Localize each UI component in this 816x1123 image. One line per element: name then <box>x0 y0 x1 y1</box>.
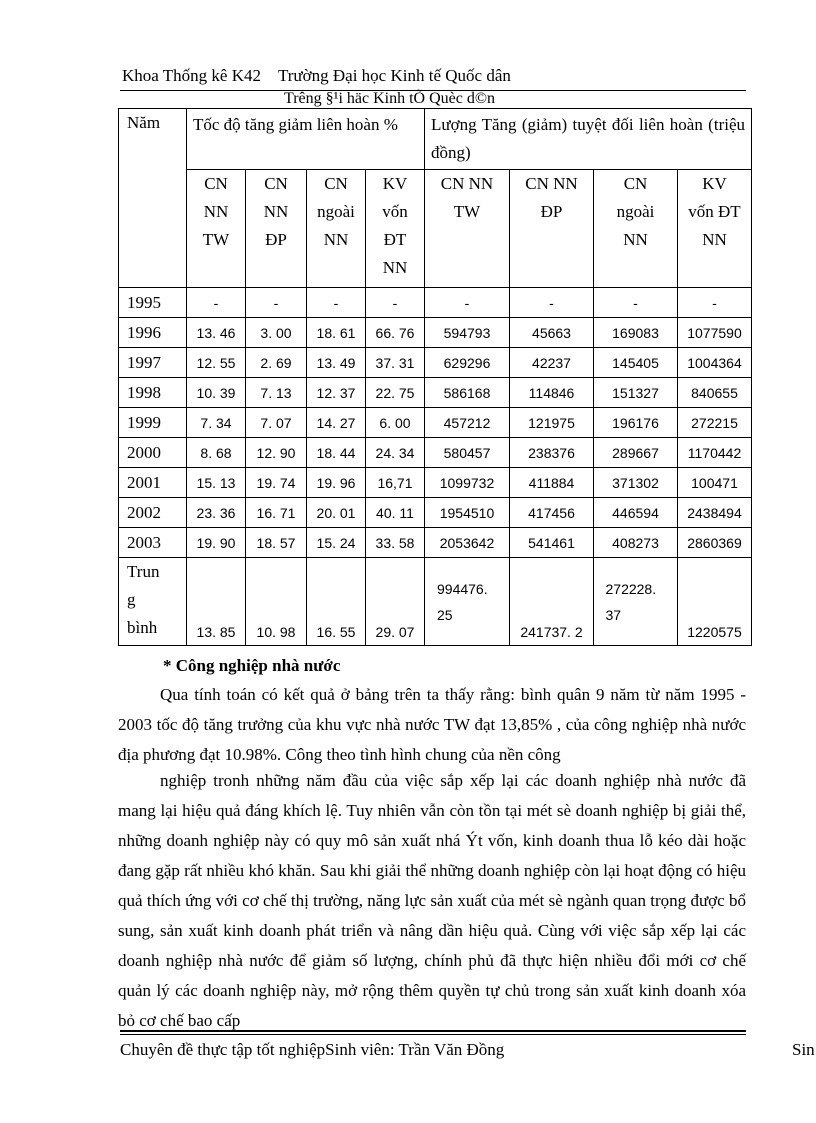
table-cell: 411884 <box>510 468 594 498</box>
table-cell: 417456 <box>510 498 594 528</box>
table-cell: 169083 <box>594 318 678 348</box>
table-cell: 1170442 <box>678 438 752 468</box>
row-year: 2000 <box>119 438 187 468</box>
growth-table <box>118 108 752 646</box>
table-cell: 6. 00 <box>366 408 425 438</box>
table-cell: 66. 76 <box>366 318 425 348</box>
table-cell: 272215 <box>678 408 752 438</box>
table-cell: 15. 24 <box>307 528 366 558</box>
table-cell: 3. 00 <box>246 318 307 348</box>
table-cell: 13. 46 <box>187 318 246 348</box>
table-cell: 2. 69 <box>246 348 307 378</box>
table-cell: 100471 <box>678 468 752 498</box>
table-cell: 629296 <box>425 348 510 378</box>
table-cell: 23. 36 <box>187 498 246 528</box>
table-cell: 7. 34 <box>187 408 246 438</box>
table-cell: 45663 <box>510 318 594 348</box>
table-cell: 541461 <box>510 528 594 558</box>
table-cell: 2053642 <box>425 528 510 558</box>
table-cell: 20. 01 <box>307 498 366 528</box>
table-cell: 2438494 <box>678 498 752 528</box>
group-growth-rate-header: Tốc độ tăng giảm liên hoàn % <box>187 109 425 170</box>
table-cell: 840655 <box>678 378 752 408</box>
footer-rule-thin <box>120 1034 746 1035</box>
avg-cell: 272228. 37 <box>594 558 678 646</box>
table-cell: 42237 <box>510 348 594 378</box>
table-cell: 18. 44 <box>307 438 366 468</box>
table-row <box>119 348 752 378</box>
subheader-abs-kv-von-dt-nn: KV vốn ĐT NN <box>678 170 752 288</box>
table-cell: 19. 74 <box>246 468 307 498</box>
table-row <box>119 528 752 558</box>
table-cell: 151327 <box>594 378 678 408</box>
table-cell: 121975 <box>510 408 594 438</box>
table-cell: 1954510 <box>425 498 510 528</box>
table-cell: 18. 61 <box>307 318 366 348</box>
footer-rule <box>120 1030 746 1032</box>
header-faculty: Khoa Thống kê K42 <box>122 66 261 85</box>
subheader-abs-cn-ngoai-nn: CN ngoài NN <box>594 170 678 288</box>
table-cell: - <box>366 288 425 318</box>
table-cell: 24. 34 <box>366 438 425 468</box>
paragraph-1: Qua tính toán có kết quả ở bảng trên ta thấy rằng: bình quân 9 năm từ năm 1995 - 2003 tốc độ tăng trưởng của khu vực nhà nước TW đạt 13,85% , của công nghiệp nhà nước địa phương đạt 10.98%. Công theo tình hình chung của nền công <box>118 685 746 764</box>
table-cell: 12. 90 <box>246 438 307 468</box>
avg-cell: 241737. 2 <box>510 558 594 646</box>
avg-cell: 29. 07 <box>366 558 425 646</box>
table-cell: 145405 <box>594 348 678 378</box>
table-cell: 13. 49 <box>307 348 366 378</box>
row-year: 1999 <box>119 408 187 438</box>
table-cell: 40. 11 <box>366 498 425 528</box>
table-cell: 594793 <box>425 318 510 348</box>
table-cell: 446594 <box>594 498 678 528</box>
table-cell: 7. 07 <box>246 408 307 438</box>
table-cell: 15. 13 <box>187 468 246 498</box>
row-year: 1997 <box>119 348 187 378</box>
col-year-header: Năm <box>119 109 187 288</box>
table-cell: - <box>246 288 307 318</box>
section-title: * Công nghiệp nhà nước <box>163 656 341 675</box>
table-cell: 12. 55 <box>187 348 246 378</box>
table-cell: 371302 <box>594 468 678 498</box>
page-header <box>122 66 511 86</box>
table-row <box>119 408 752 438</box>
table-cell: - <box>187 288 246 318</box>
table-row <box>119 438 752 468</box>
table-cell: 18. 57 <box>246 528 307 558</box>
table-cell: 37. 31 <box>366 348 425 378</box>
table-cell: 196176 <box>594 408 678 438</box>
table-cell: 1077590 <box>678 318 752 348</box>
row-year: 1995 <box>119 288 187 318</box>
table-cell: 16. 71 <box>246 498 307 528</box>
table-cell: 19. 96 <box>307 468 366 498</box>
subheader-abs-cn-nn-dp: CN NN ĐP <box>510 170 594 288</box>
table-cell: 289667 <box>594 438 678 468</box>
table-row <box>119 318 752 348</box>
subheader-kv-von-dt-nn: KV vốn ĐT NN <box>366 170 425 288</box>
table-cell: 16,71 <box>366 468 425 498</box>
avg-cell: 16. 55 <box>307 558 366 646</box>
table-cell: 10. 39 <box>187 378 246 408</box>
row-year: 1998 <box>119 378 187 408</box>
table-cell: 2860369 <box>678 528 752 558</box>
avg-cell: 1220575 <box>678 558 752 646</box>
table-cell: 7. 13 <box>246 378 307 408</box>
avg-label: Trun g bình <box>119 558 187 646</box>
table-cell: - <box>594 288 678 318</box>
table-cell: 1004364 <box>678 348 752 378</box>
table-cell: - <box>678 288 752 318</box>
table-cell: 8. 68 <box>187 438 246 468</box>
footer-right: Sin <box>792 1040 815 1059</box>
table-cell: 408273 <box>594 528 678 558</box>
group-absolute-change-header: Lượng Tăng (giảm) tuyệt đối liên hoàn (triệu đồng) <box>425 109 752 170</box>
table-cell: 12. 37 <box>307 378 366 408</box>
avg-cell: 13. 85 <box>187 558 246 646</box>
table-cell: 580457 <box>425 438 510 468</box>
subheader-abs-cn-nn-tw: CN NN TW <box>425 170 510 288</box>
table-cell: 22. 75 <box>366 378 425 408</box>
table-cell: - <box>425 288 510 318</box>
header-university: Trường Đại học Kinh tế Quốc dân <box>277 66 511 85</box>
table-row <box>119 378 752 408</box>
subheader-cn-nn-tw: CN NN TW <box>187 170 246 288</box>
table-cell: - <box>307 288 366 318</box>
table-cell: 457212 <box>425 408 510 438</box>
table-cell: 14. 27 <box>307 408 366 438</box>
paragraph-2: nghiệp tronh những năm đầu của việc sắp xếp lại các doanh nghiệp nhà nước đã mang lại hiệu quả đáng khích lệ. Tuy nhiên vẫn còn tồn tại mét sè doanh nghiệp bị giải thể, những doanh nghiệp này có quy mô sản xuất nhá Ýt vốn, kinh doanh thua lỗ kéo dài hoặc đang gặp rất nhiều khó khăn. Sau khi giải thể những doanh nghiệp còn lại hoạt động có hiệu quả thích ứng với cơ chế thị trường, năng lực sản xuất của mét sè ngành quan trọng được bổ sung, sản xuất kinh doanh phát triển và nâng dần hiệu quả. Cùng với việc sắp xếp lại các doanh nghiệp nhà nước để giảm số lượng, chính phủ đã thực hiện nhiều đổi mới cơ chế quản lý các doanh nghiệp này, mở rộng thêm quyền tự chủ trong sản xuất kinh doanh xóa bỏ cơ chế bao cấp <box>118 771 746 1030</box>
table-cell: 586168 <box>425 378 510 408</box>
table-row <box>119 498 752 528</box>
table-cell: 238376 <box>510 438 594 468</box>
table-cell: 1099732 <box>425 468 510 498</box>
subheader-cn-nn-dp: CN NN ĐP <box>246 170 307 288</box>
row-year: 2001 <box>119 468 187 498</box>
avg-cell: 10. 98 <box>246 558 307 646</box>
row-year: 2003 <box>119 528 187 558</box>
table-row <box>119 468 752 498</box>
header-subtitle: Trêng §¹i häc Kinh tÕ Quèc d©n <box>284 90 495 107</box>
row-year: 1996 <box>119 318 187 348</box>
footer-left: Chuyên đề thực tập tốt nghiệpSinh viên: Trần Văn Đồng <box>120 1040 505 1059</box>
table-cell: 33. 58 <box>366 528 425 558</box>
table-cell: 19. 90 <box>187 528 246 558</box>
table-cell: - <box>510 288 594 318</box>
table-cell: 114846 <box>510 378 594 408</box>
subheader-cn-ngoai-nn: CN ngoài NN <box>307 170 366 288</box>
avg-cell: 994476. 25 <box>425 558 510 646</box>
row-year: 2002 <box>119 498 187 528</box>
table-row <box>119 288 752 318</box>
